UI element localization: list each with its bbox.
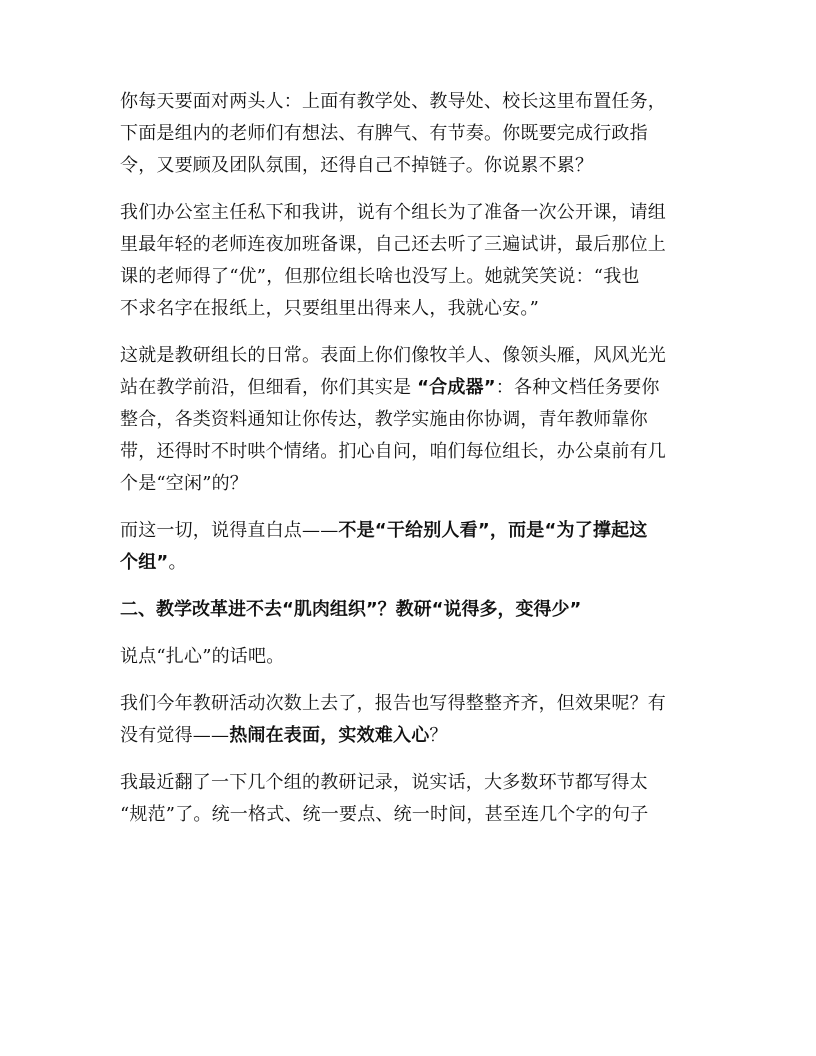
text-line: 说点“扎心”的话吧。 [120,646,285,667]
bold-text: 个组” [120,552,169,573]
bold-text: “合成器” [417,377,496,398]
document-page [120,86,696,846]
paragraph-open-class-story [120,197,696,325]
text-line: 我们今年教研活动次数上去了，报告也写得整整齐齐，但效果呢？有 [120,693,666,714]
text-line: 这就是教研组长的日常。表面上你们像牧羊人、像领头雁，风风光光 [120,345,666,366]
text-line: 我最近翻了一下几个组的教研记录，说实话，大多数环节都写得太 [120,772,648,793]
text-line [120,372,696,404]
text-line: 你每天要面对两头人：上面有教学处、教导处、校长这里布置任务， [120,91,666,112]
paragraph-synthesizer [120,340,696,500]
text-run: 。 [168,552,187,573]
text-line: “规范”了。统一格式、统一要点、统一时间，甚至连几个字的句子 [120,804,649,825]
text-line [120,720,696,752]
text-line [120,547,696,579]
text-line: 带，还得时不时哄个情绪。扪心自问，咱们每位组长，办公桌前有几 [120,441,666,462]
text-line: 下面是组内的老师们有想法、有脾气、有节奏。你既要完成行政指 [120,123,648,144]
paragraph-effectiveness [120,688,696,752]
text-line: 里最年轻的老师连夜加班备课，自己还去听了三遍试讲，最后那位上 [120,234,666,255]
paragraph-frank-talk [120,641,696,673]
text-line [120,515,696,547]
text-line: 整合，各类资料通知让你传达，教学实施由你协调，青年教师靠你 [120,409,648,430]
paragraph-dual-pressure [120,86,696,182]
text-line: 个是“空闲”的？ [120,473,249,494]
text-line: 我们办公室主任私下和我讲，说有个组长为了准备一次公开课，请组 [120,202,666,223]
text-line: 课的老师得了“优”，但那位组长啥也没写上。她就笑笑说：“我也 [120,266,640,287]
text-run: 没有觉得—— [120,725,230,746]
section-heading: 二、教学改革进不去“肌肉组织”？教研“说得多，变得少” [120,599,582,620]
text-line: 不求名字在报纸上，只要组里出得来人，我就心安。” [120,298,539,319]
text-run: ？ [429,725,448,746]
bold-text: 不是“干给别人看”，而是“为了撑起这 [338,520,648,541]
paragraph-records [120,767,696,831]
text-run: 站在教学前沿，但细看，你们其实是 [120,377,418,398]
paragraph-purpose [120,515,696,579]
text-run: 而这一切，说得直白点—— [120,520,339,541]
text-run: ：各种文档任务要你 [495,377,660,398]
bold-text: 热闹在表面，实效难入心 [229,725,430,746]
text-line: 令，又要顾及团队氛围，还得自己不掉链子。你说累不累？ [120,155,594,176]
